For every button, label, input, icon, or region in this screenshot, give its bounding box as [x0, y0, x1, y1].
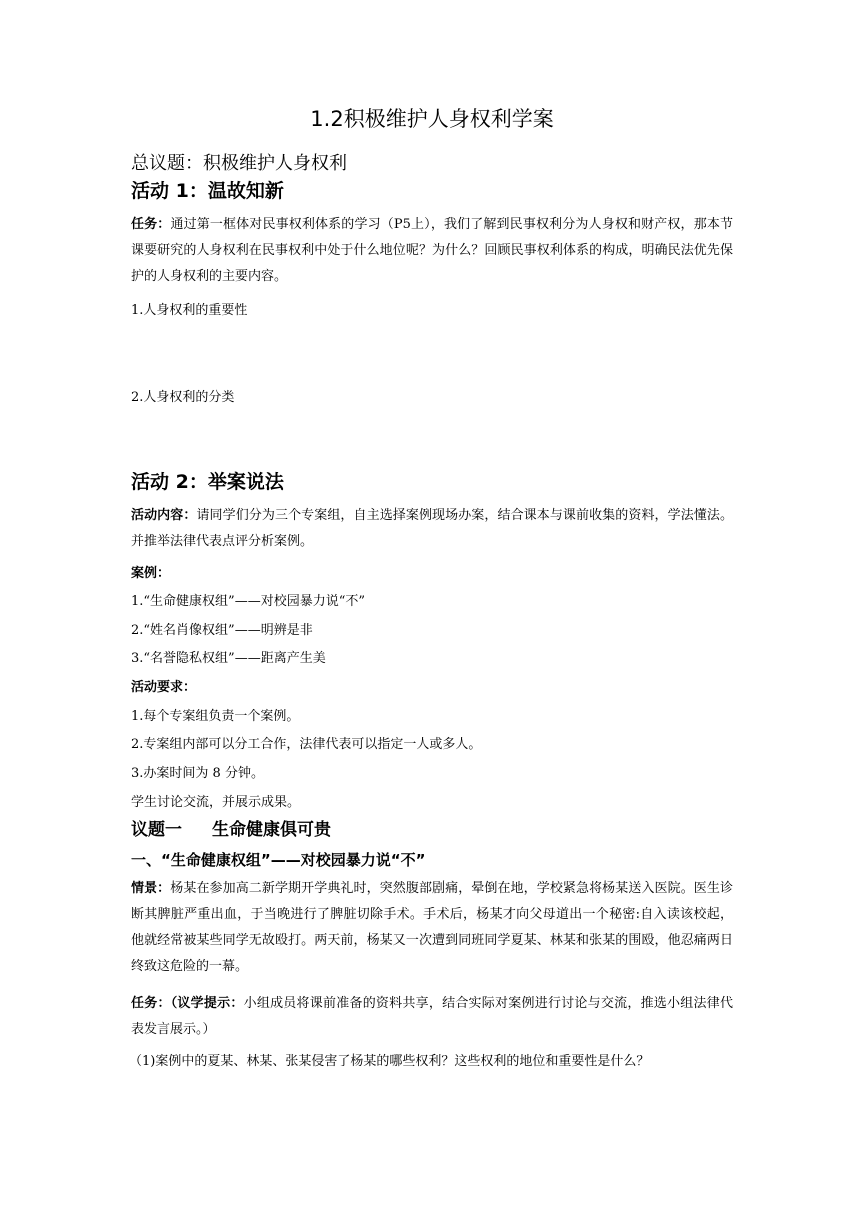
activity1-item-classification: 2.人身权利的分类: [131, 390, 235, 405]
requirement-item-3: 3.办案时间为 8 分钟。: [131, 766, 264, 781]
activity1-task-label: 任务：: [131, 217, 171, 232]
activity2-content-text: 请同学们分为三个专案组，自主选择案例现场办案，结合课本与课前收集的资料，学法懂法。并推举法律代表点评分析案例。: [131, 508, 733, 549]
requirement-item-1: 1.每个专案组负责一个案例。: [131, 709, 300, 724]
overall-topic: 总议题：积极维护人身权利: [131, 153, 347, 174]
topic1-question-1: （1)案例中的夏某、林某、张某侵害了杨某的哪些权利？这些权利的地位和重要性是什么？: [129, 1054, 650, 1069]
topic1-task: [131, 991, 733, 1043]
topic1-scenario: [131, 876, 733, 980]
case-item-3: 3.“名誉隐私权组”——距离产生美: [131, 651, 326, 666]
topic1-heading-label: 议题一: [131, 820, 182, 840]
activity2-content-label: 活动内容：: [131, 508, 197, 523]
topic1-heading: [131, 817, 331, 843]
topic1-task-hint-label: （议学提示：: [170, 996, 244, 1011]
topic1-heading-title: 生命健康俱可贵: [212, 820, 331, 840]
activity1-heading: 活动 1：温故知新: [131, 180, 284, 202]
requirements-label: 活动要求：: [131, 680, 197, 695]
case-item-1: 1.“生命健康权组”——对校园暴力说“不”: [131, 594, 365, 609]
activity2-closing: 学生讨论交流，并展示成果。: [131, 795, 301, 810]
topic1-scenario-label: 情景：: [131, 881, 171, 896]
page-title: 1.2积极维护人身权利学案: [310, 107, 554, 131]
requirement-item-2: 2.专案组内部可以分工合作，法律代表可以指定一人或多人。: [131, 737, 482, 752]
case-item-2: 2.“姓名肖像权组”——明辨是非: [131, 623, 313, 638]
activity2-heading: 活动 2：举案说法: [131, 471, 284, 493]
topic1-task-label: 任务：: [131, 996, 171, 1011]
activity1-task-text: 通过第一框体对民事权利体系的学习（P5上），我们了解到民事权利分为人身权和财产权，那本节课要研究的人身权利在民事权利中处于什么地位呢？为什么？回顾民事权利体系的构成，明确民法优先保护的人身权利的主要内容。: [131, 217, 733, 284]
topic1-subheading: 一、“生命健康权组”——对校园暴力说“不”: [131, 851, 426, 869]
activity2-content: [131, 503, 733, 555]
activity1-task: [131, 212, 733, 290]
topic1-scenario-text: 杨某在参加高二新学期开学典礼时，突然腹部剧痛，晕倒在地，学校紧急将杨某送入医院。医生诊断其脾脏严重出血，于当晚进行了脾脏切除手术。手术后，杨某才向父母道出一个秘密:自入读该校起，他就经常被某些同学无故殴打。两天前，杨某又一次遭到同班同学夏某、林某和张某的围殴，他忍痛两日终致这危险的一幕。: [131, 881, 733, 974]
cases-label: 案例：: [131, 566, 171, 581]
topic1-task-hint-text: 小组成员将课前准备的资料共享，结合实际对案例进行讨论与交流，推选小组法律代表发言展示。）: [131, 996, 733, 1037]
activity1-item-importance: 1.人身权利的重要性: [131, 303, 248, 318]
